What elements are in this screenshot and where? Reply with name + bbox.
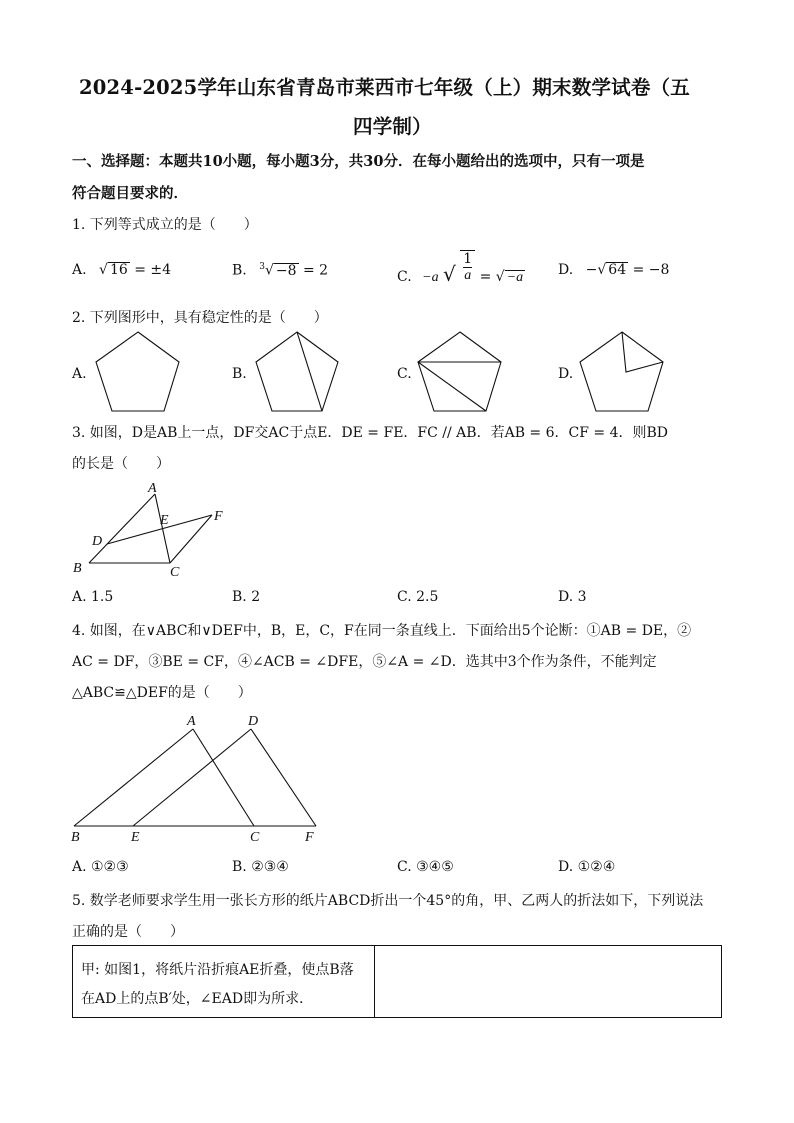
q3-stem-line2: 的长是（ ） <box>72 456 170 472</box>
q2-option-b-label: B. <box>232 366 247 382</box>
q1-d-radicand: 64 <box>608 262 627 278</box>
q3-option-c: C. 2.5 <box>397 589 439 605</box>
q1-d-label: D. <box>558 262 574 278</box>
q3-label-f: F <box>214 509 223 524</box>
q1-b-index: 3 <box>259 262 265 272</box>
q4-label-f: F <box>305 830 314 845</box>
q1-option-c: C. −a √ $\frac{1}{a}$ = √ −a <box>397 251 524 286</box>
q1-d-rest: = −8 <box>628 262 670 278</box>
q1-option-a: A. √ 16 = ±4 <box>72 262 172 278</box>
q5-table-divider <box>374 946 375 1017</box>
q1-c-pre: −a <box>422 270 439 285</box>
q4-label-d: D <box>248 714 259 729</box>
q1-b-rest: = 2 <box>298 262 329 279</box>
q4-segment-ab <box>74 729 193 826</box>
q3-label-c: C <box>170 565 180 580</box>
q4-stem-line1: 4. 如图，在∨ABC和∨DEF中，B，E，C，F在同一条直线上．下面给出5个论断：①AB = DE，② <box>72 623 692 639</box>
q1-a-label: A. <box>72 262 87 278</box>
q4-label-b: B <box>71 830 80 845</box>
q4-option-c: C. ③④⑤ <box>397 859 454 875</box>
q1-stem: 1. 下列等式成立的是（ ） <box>72 217 258 233</box>
q4-option-b: B. ②③④ <box>232 859 289 875</box>
q4-label-a: A <box>187 714 196 729</box>
page-title-line2: 四学制） <box>353 115 432 138</box>
section-heading-line1: 一、选择题：本题共10小题，每小题3分，共30分．在每小题给出的选项中，只有一项是 <box>72 153 645 170</box>
q5-cell-jia-line2: 在AD上的点B′处，∠EAD即为所求． <box>81 991 314 1007</box>
q1-c-denominator: a <box>464 268 472 283</box>
q3-label-a: A <box>148 481 157 496</box>
q4-segment-ac <box>193 729 254 826</box>
q1-b-radicand: −8 <box>275 262 297 279</box>
q2-stem: 2. 下列图形中，具有稳定性的是（ ） <box>72 310 328 326</box>
q4-stem-line3: △ABC≌△DEF的是（ ） <box>72 685 252 701</box>
q4-stem-line2: AC = DF，③BE = CF，④∠ACB = ∠DFE，⑤∠A = ∠D．选其中3个作为条件，不能判定 <box>72 654 657 670</box>
page-title-line1: 2024-2025学年山东省青岛市莱西市七年级（上）期末数学试卷（五 <box>79 76 690 99</box>
q5-cell-jia-line1: 甲: 如图1，将纸片沿折痕AE折叠，使点B落 <box>81 962 354 978</box>
q1-d-pre: − <box>585 262 598 278</box>
q3-stem-line1: 3. 如图，D是AB上一点，DF交AC于点E．DE = FE．FC // AB．若AB = 6．CF = 4．则BD <box>72 425 668 441</box>
q4-option-a: A. ①②③ <box>72 859 129 875</box>
q4-segment-df <box>251 729 316 826</box>
q2-option-a-label: A. <box>72 366 87 382</box>
q4-label-e: E <box>131 830 140 845</box>
q3-label-d: D <box>92 534 103 549</box>
q1-c-label: C. <box>397 269 412 285</box>
section-heading-line2: 符合题目要求的． <box>72 185 188 202</box>
q1-a-radicand: 16 <box>109 262 128 278</box>
q4-segment-de <box>133 729 251 826</box>
q1-c-eq: = <box>479 269 496 285</box>
q1-c-radicand: −a <box>506 270 524 285</box>
q1-option-d: D. −√ 64 = −8 <box>558 262 670 278</box>
q3-option-d: D. 3 <box>558 589 587 605</box>
q2-option-c-label: C. <box>397 366 412 382</box>
q3-label-b: B <box>73 561 82 576</box>
q5-method-table <box>72 945 722 1018</box>
q3-option-b: B. 2 <box>232 589 261 605</box>
q3-option-a: A. 1.5 <box>72 589 114 605</box>
q1-c-numerator: 1 <box>463 251 473 267</box>
q1-b-label: B. <box>232 262 247 279</box>
q2-option-d-label: D. <box>558 366 574 382</box>
q5-table-cell-jia <box>81 956 371 1014</box>
q4-label-c: C <box>250 830 260 845</box>
q5-stem-line2: 正确的是（ ） <box>72 924 184 940</box>
q3-label-e: E <box>160 513 169 528</box>
q5-stem-line1: 5. 数学老师要求学生用一张长方形的纸片ABCD折出一个45°的角，甲、乙两人的折法如下，下列说法 <box>72 893 704 909</box>
q1-a-rest: = ±4 <box>129 262 172 278</box>
q4-option-d: D. ①②④ <box>558 859 616 875</box>
q1-option-b: B. $^3$√ −8 = 2 <box>232 262 329 279</box>
